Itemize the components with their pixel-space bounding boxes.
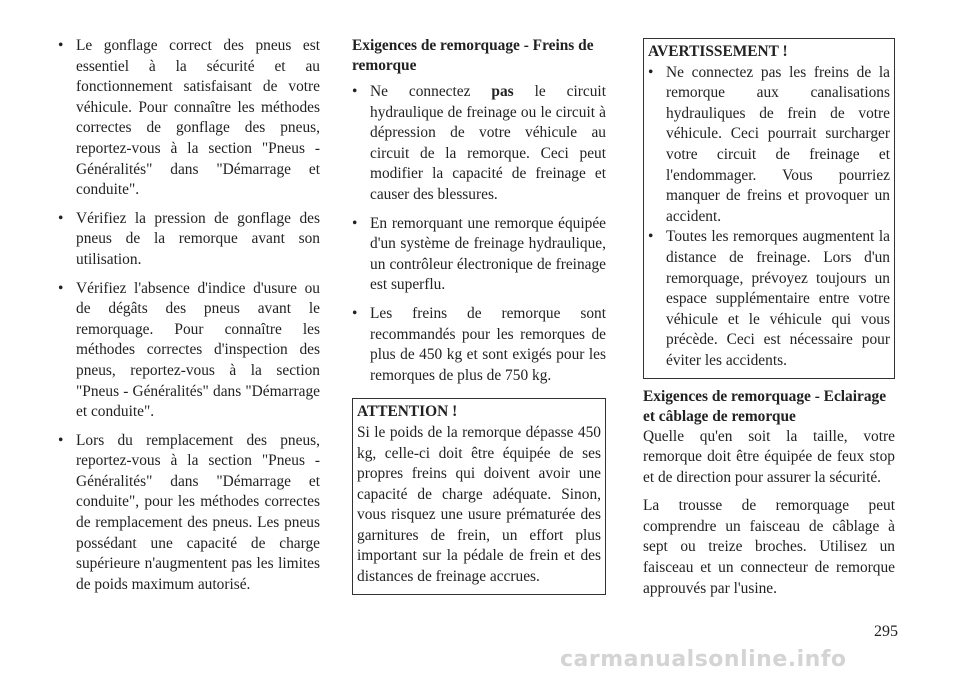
warning-bullet-brakes: • Ne connectez pas les freins de la remorque aux canalisations hydrauliques de frein de votre véhicule. Ceci pourrait surcharger votre circuit de freinage et l'endommager. Vous pourriez manquer de freins et provoquer un accident. <box>648 63 890 228</box>
warning-bullet-list <box>648 63 890 372</box>
lighting-wiring-heading: Exigences de remorquage - Eclairage et câblage de remorque <box>643 387 887 425</box>
brake-connection-post: le circuit hydraulique de freinage ou le circuit à dépression de votre véhicule au circuit de la remorque. Ceci peut modifier la capacité de freinage et causer des blessures. <box>370 83 606 203</box>
wiring-paragraph: La trousse de remorquage peut comprendre un faisceau de câblage à sept ou treize broches. Utilisez un faisceau et un connecteur de remorque approuvés par l'usine. <box>643 497 895 597</box>
tire-bullet-list <box>58 36 320 595</box>
warning-bullet-distance: • Toutes les remorques augmentent la distance de freinage. Lors d'un remorquage, prévoyez toujours un espace supplémentaire entre votre véhicule et le véhicule qui vous précède. Ceci est nécessaire pour éviter les accidents. <box>648 227 890 371</box>
caution-box <box>352 398 606 594</box>
tire-replacement-bullet: • Lors du remplacement des pneus, reportez-vous à la section "Pneus - Généralités" dans "Démarrage et conduite", pour les méthodes correctes de remplacement des pneus. Les pneus possédant une capacité de charge supérieure n'augmentent pas les limites de poids maximum autorisé. <box>58 431 320 596</box>
right-column <box>643 36 895 607</box>
warning-box <box>643 38 895 379</box>
hydraulic-brake-bullet: • En remorquant une remorque équipée d'un système de freinage hydraulique, un contrôleur électronique de freinage est superflu. <box>352 214 606 296</box>
lighting-paragraph: Quelle qu'en soit la taille, votre remorque doit être équipée de feux stop et de direction pour assurer la sécurité. <box>643 427 895 486</box>
tire-wear-bullet: • Vérifiez l'absence d'indice d'usure ou de dégâts des pneus avant le remorquage. Pour connaître les méthodes correctes d'inspection des pneus, reportez-vous à la section "Pneus - Généralités" dans "Démarrage et conduite". <box>58 279 320 423</box>
warning-title: AVERTISSEMENT ! <box>648 43 788 60</box>
brake-connection-bold: pas <box>491 83 514 100</box>
page-number: 295 <box>874 623 898 640</box>
brake-recommendation-bullet: • Les freins de remorque sont recommandés pour les remorques de plus de 450 kg et sont exigés pour les remorques de plus de 750 kg. <box>352 304 606 386</box>
caution-title: ATTENTION ! <box>357 403 458 421</box>
left-column <box>58 36 320 603</box>
caution-text: Si le poids de la remorque dépasse 450 kg, celle-ci doit être équipée de ses propres freins qui doivent avoir une capacité de charge adéquate. Sinon, vous risquez une usure prématurée des garnitures de frein, un effort plus important sur la pédale de frein et des distances de freinage accrues. <box>357 423 601 586</box>
watermark-text: carmanualsonline.info <box>560 647 847 672</box>
brake-connection-bullet <box>352 82 606 206</box>
middle-column <box>352 36 606 601</box>
tire-inflation-bullet: • Le gonflage correct des pneus est essentiel à la sécurité et au fonctionnement satisfaisant de votre véhicule. Pour connaître les méthodes correctes de gonflage des pneus, reportez-vous à la section "Pneus - Généralités" dans "Démarrage et conduite". <box>58 36 320 201</box>
brake-connection-pre: Ne connectez <box>370 83 492 100</box>
brakes-bullet-list <box>352 82 606 386</box>
trailer-brakes-heading: Exigences de remorquage - Freins de remorque <box>352 37 594 74</box>
trailer-pressure-bullet: • Vérifiez la pression de gonflage des pneus de la remorque avant son utilisation. <box>58 209 320 271</box>
